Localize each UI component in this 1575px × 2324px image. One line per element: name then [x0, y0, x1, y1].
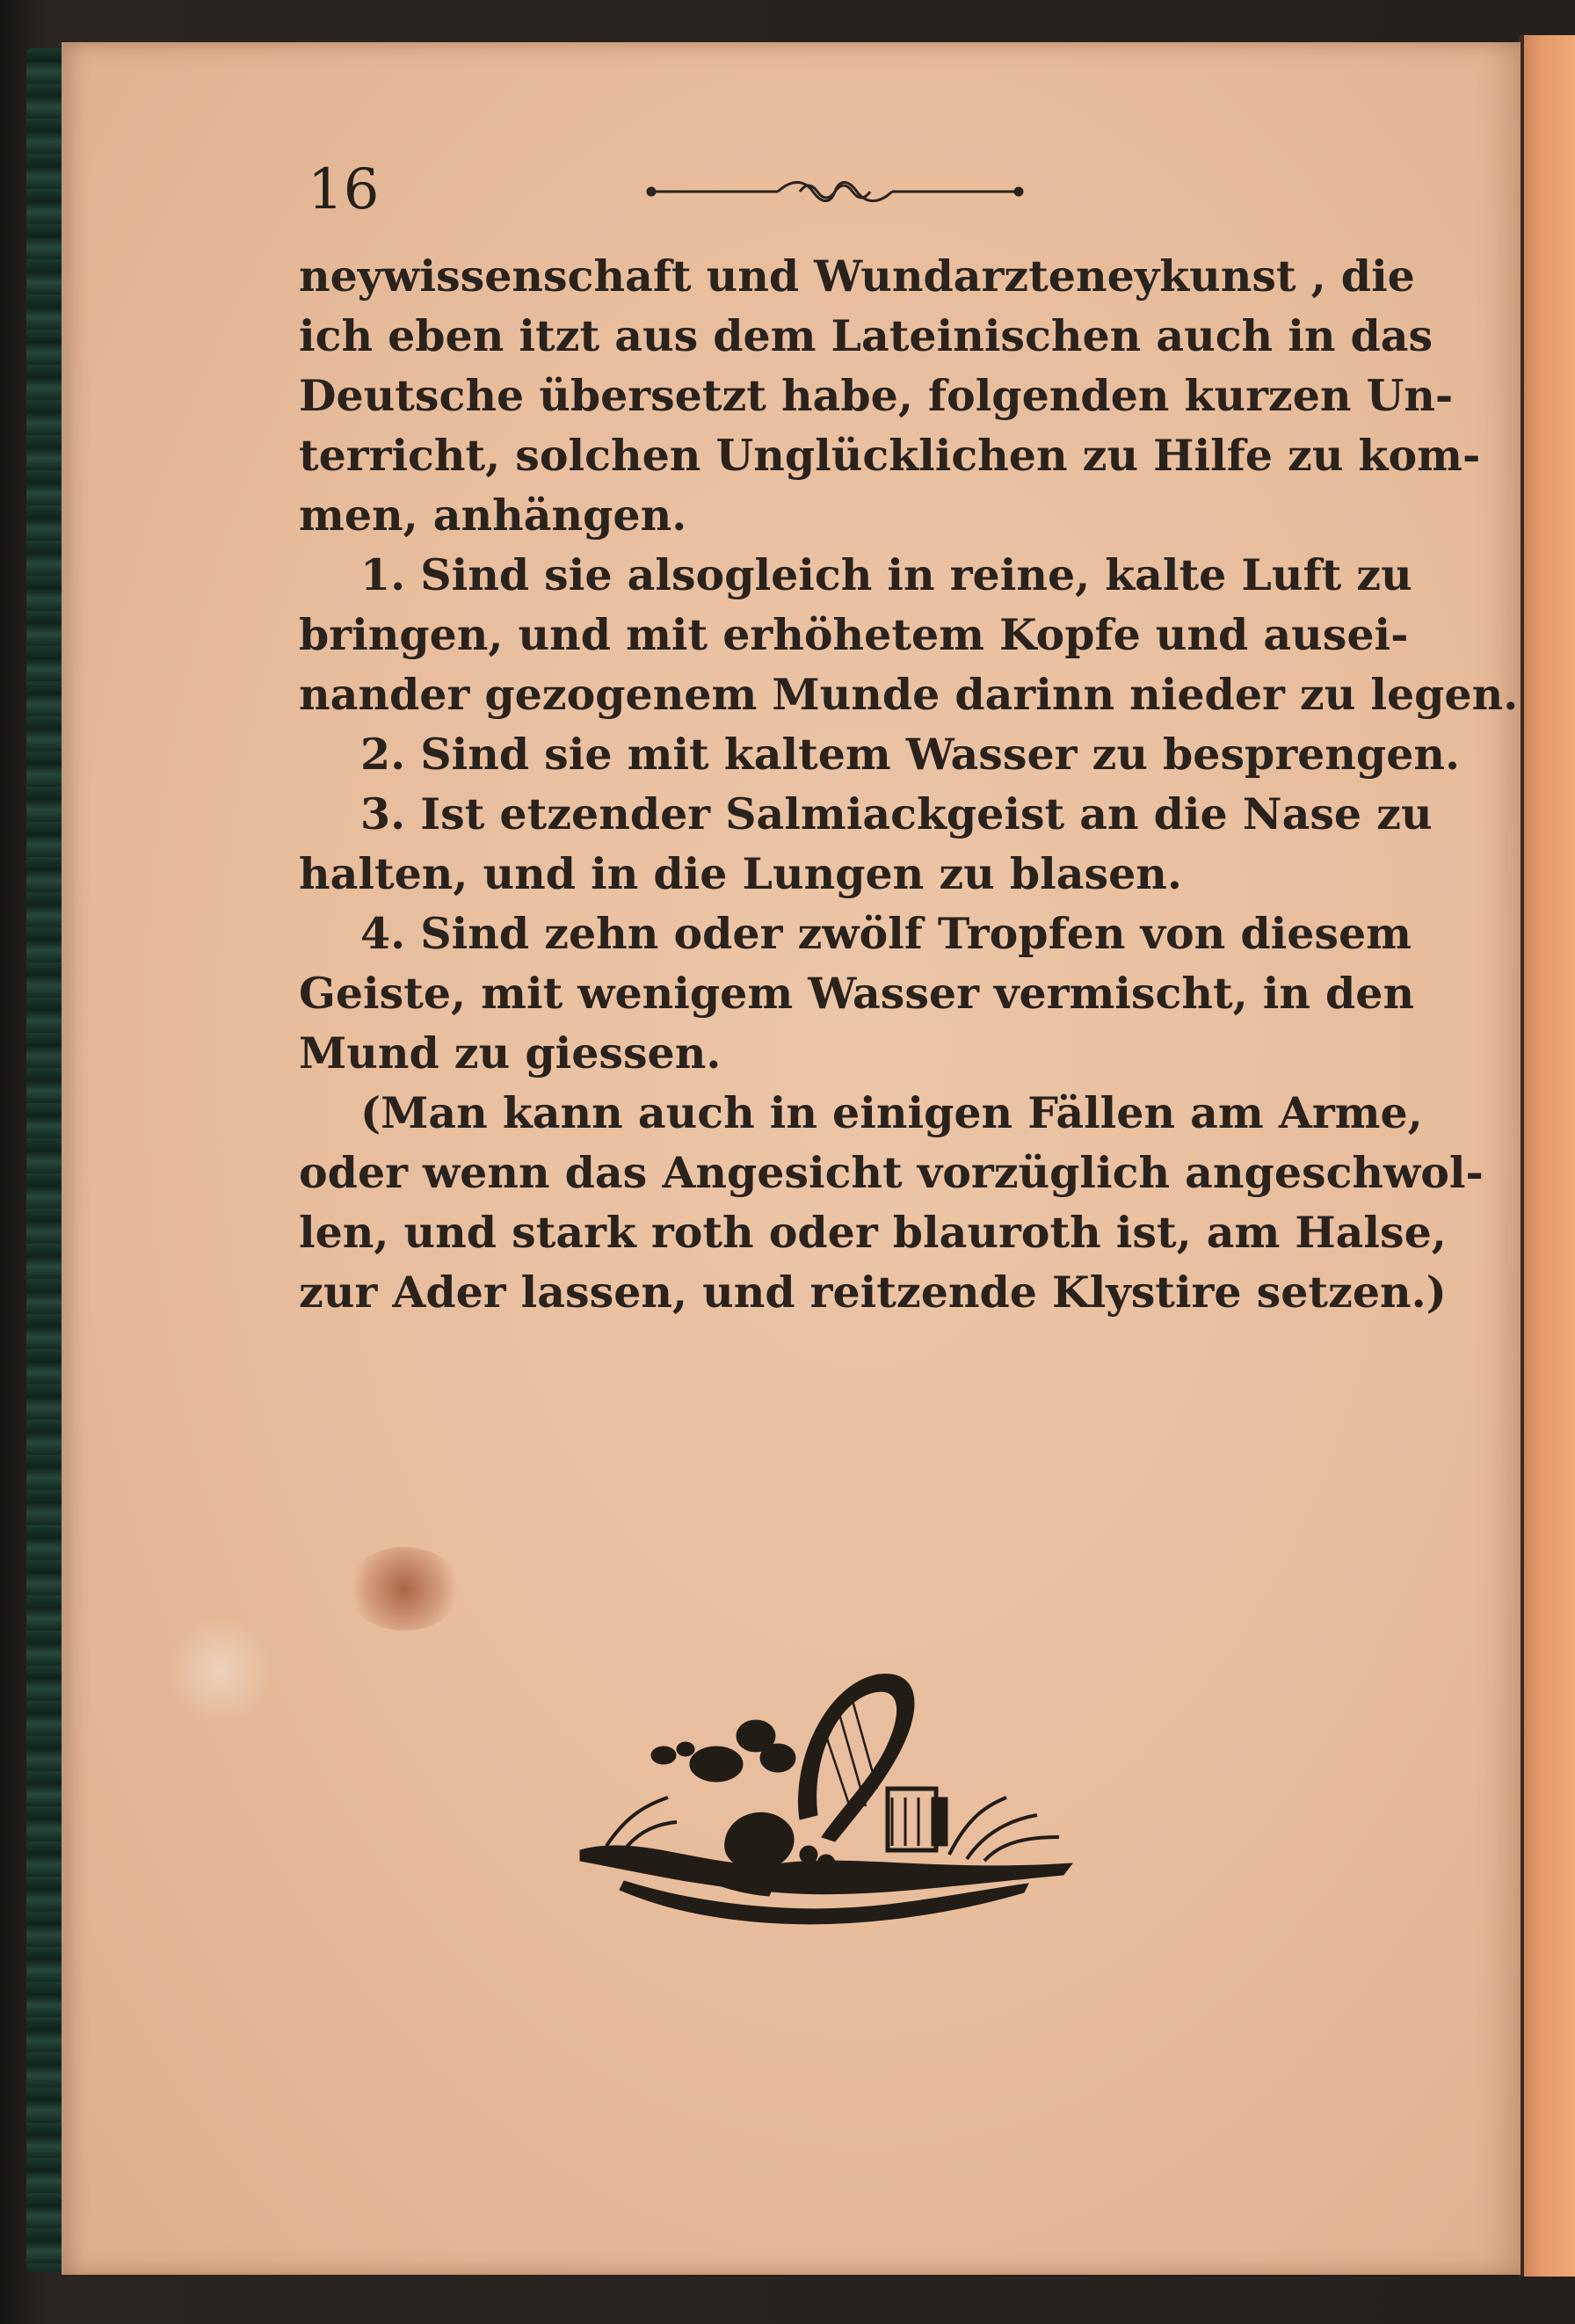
- harp-vignette-icon: [571, 1666, 1081, 1938]
- text-line: Mund zu giessen.: [299, 1028, 722, 1078]
- text-line: ich eben itzt aus dem Lateinischen auch in das: [299, 310, 1433, 361]
- page-number: 16: [308, 157, 380, 222]
- text-line: men, anhängen.: [299, 490, 687, 541]
- text-line: terricht, solchen Unglücklichen zu Hilfe zu kom-: [299, 430, 1481, 481]
- text-line: 3. Ist etzender Salmiackgeist an die Nase zu: [360, 788, 1433, 839]
- body-text: [299, 246, 1519, 1371]
- text-line: 1. Sind sie alsogleich in reine, kalte Luft zu: [360, 549, 1412, 600]
- text-line: bringen, und mit erhöhetem Kopfe und ausei-: [299, 609, 1409, 660]
- text-line: len, und stark roth oder blauroth ist, am Halse,: [299, 1207, 1447, 1258]
- text-line: 2. Sind sie mit kaltem Wasser zu besprengen.: [360, 729, 1461, 780]
- text-line: (Man kann auch in einigen Fällen am Arme,: [360, 1087, 1423, 1138]
- text-line: zur Ader lassen, und reitzende Klystire setzen.): [299, 1267, 1447, 1318]
- text-line: Geiste, mit wenigem Wasser vermischt, in den: [299, 968, 1415, 1019]
- text-line: halten, und in die Lungen zu blasen.: [299, 848, 1182, 899]
- text-line: oder wenn das Angesicht vorzüglich angeschwol-: [299, 1147, 1484, 1198]
- text-line: neywissenschaft und Wundarzteneykunst , die: [299, 251, 1415, 301]
- scroll-ornament-icon: [646, 176, 1024, 207]
- paper-stain: [347, 1547, 461, 1630]
- text-line: nander gezogenem Munde darinn nieder zu legen.: [299, 669, 1519, 720]
- next-page-edge: [1519, 35, 1575, 2277]
- text-line: Deutsche übersetzt habe, folgenden kurzen Un-: [299, 370, 1454, 421]
- paper-faint-mark: [167, 1617, 272, 1723]
- text-line: 4. Sind zehn oder zwölf Tropfen von diesem: [360, 908, 1412, 959]
